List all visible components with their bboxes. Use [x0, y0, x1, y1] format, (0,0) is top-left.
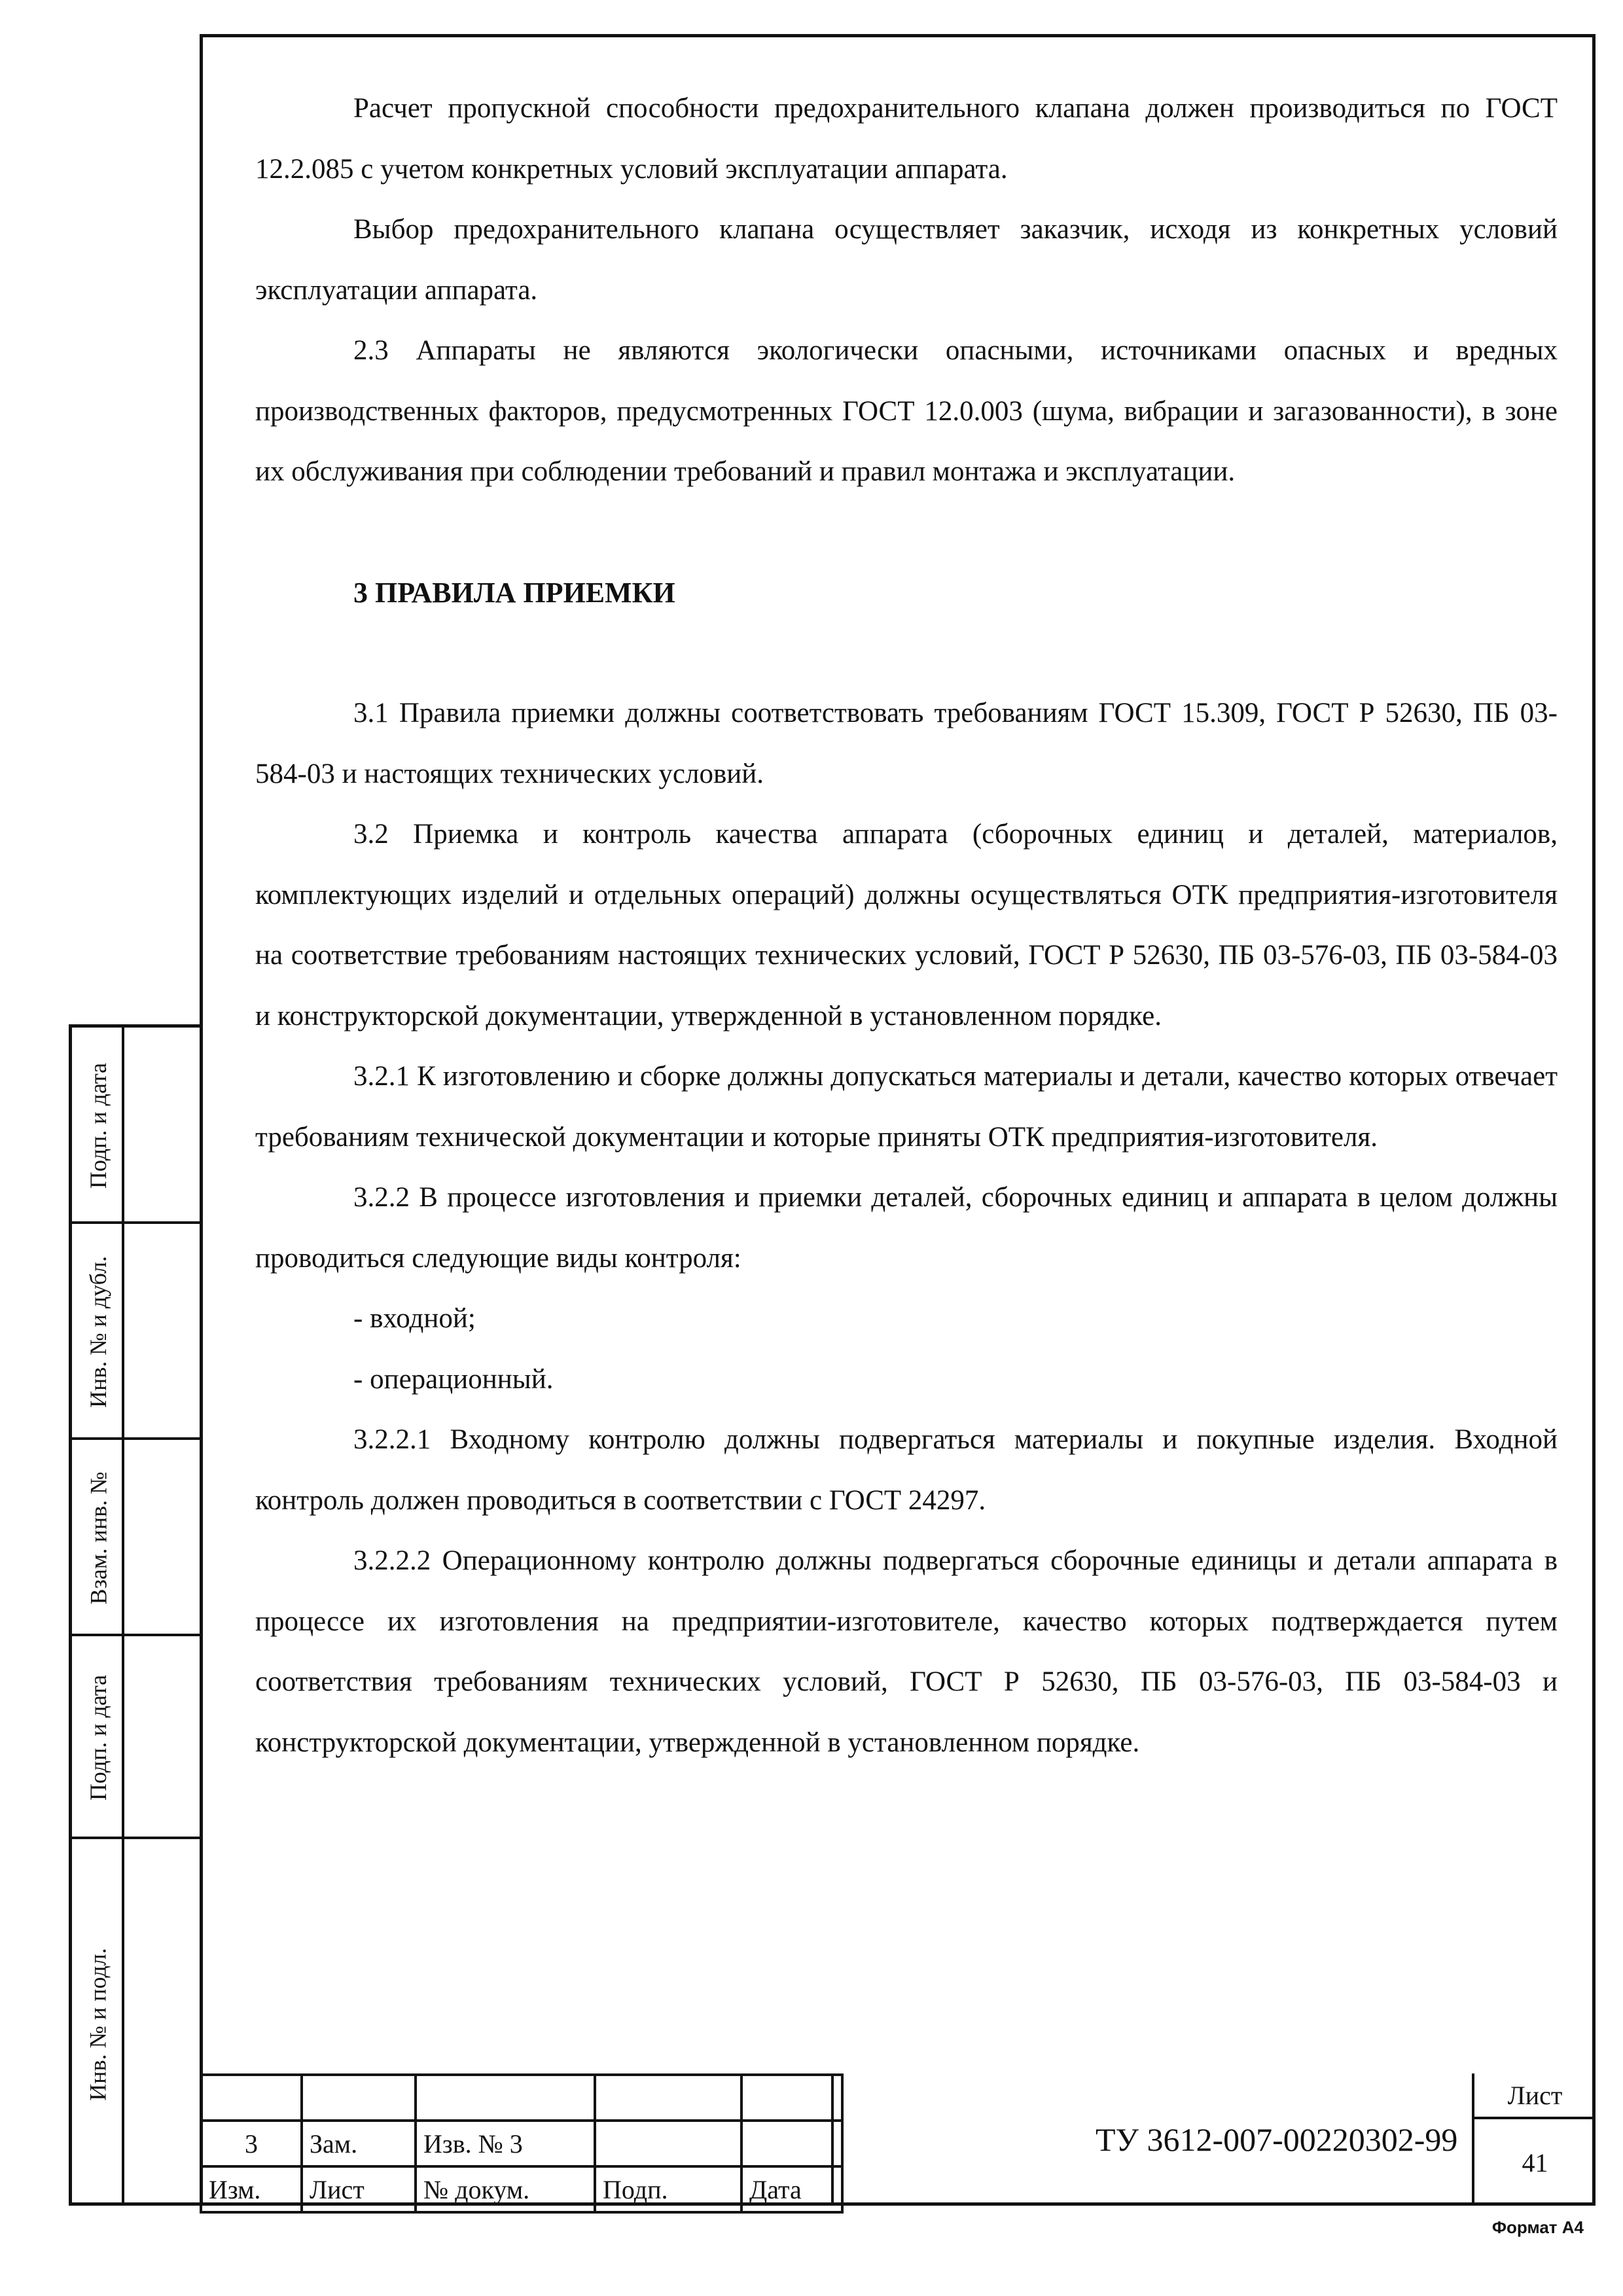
paragraph: Расчет пропускной способности предохранительного клапана должен производиться по ГОСТ 12.2.085 с учетом конкретных условий эксплуатации аппарата.	[255, 93, 1558, 185]
revision-cell	[741, 2121, 842, 2166]
document-body	[255, 79, 1558, 1773]
paragraph: 3.2.1 К изготовлению и сборке должны допускаться материалы и детали, качество которых отвечает требованиям технической документации и которые приняты ОТК предприятия-изготовителя.	[255, 1061, 1558, 1153]
paragraph: 3.2.2.1 Входному контролю должны подвергаться материалы и покупные изделия. Входной контроль должен проводиться в соответствии с ГОСТ 24297.	[255, 1424, 1558, 1516]
paragraph: 2.3 Аппараты не являются экологически опасными, источниками опасных и вредных производственных факторов, предусмотренных ГОСТ 12.0.003 (шума, вибрации и загазованности), в зоне их обслуживания при соблюдении требований и правил монтажа и эксплуатации.	[255, 335, 1558, 487]
revision-header: Изм.	[201, 2166, 302, 2212]
paragraph: 3.2.2 В процессе изготовления и приемки деталей, сборочных единиц и аппарата в целом должны проводиться следующие виды контроля:	[255, 1182, 1558, 1274]
sidebar-label: Подп. и дата	[85, 1674, 112, 1801]
sidebar-label: Взам. инв. №	[85, 1471, 111, 1605]
revision-table	[200, 2073, 844, 2214]
document-code: ТУ 3612-007-00220302-99	[831, 2073, 1486, 2206]
sidebar-label: Инв. № и подл.	[85, 1947, 112, 2101]
revision-header: Подп.	[595, 2166, 741, 2212]
revision-cell	[595, 2121, 741, 2166]
list-item: - операционный.	[353, 1363, 554, 1395]
sheet-label: Лист	[1474, 2073, 1596, 2119]
section-heading: 3 ПРАВИЛА ПРИЕМКИ	[353, 576, 675, 609]
sidebar-label: Инв. № и дубл.	[85, 1255, 112, 1408]
sheet-box	[1472, 2073, 1596, 2206]
revision-header: Дата	[741, 2166, 842, 2212]
revision-header: Лист	[302, 2166, 416, 2212]
sidebar-label: Подп. и дата	[85, 1062, 112, 1189]
paragraph: 3.2.2.2 Операционному контролю должны подвергаться сборочные единицы и детали аппарата в процессе их изготовления на предприятии-изготовителе, качество которых подтверждается путем соответствия требованиям технических условий, ГОСТ Р 52630, ПБ 03-576-03, ПБ 03-584-03 и конструкторской документации, утвержденной в установленном порядке.	[255, 1545, 1558, 1758]
paragraph: Выбор предохранительного клапана осуществляет заказчик, исходя из конкретных условий эксплуатации аппарата.	[255, 214, 1558, 306]
paragraph: 3.1 Правила приемки должны соответствовать требованиям ГОСТ 15.309, ГОСТ Р 52630, ПБ 03-584-03 и настоящих технических условий.	[255, 698, 1558, 789]
revision-cell: Зам.	[302, 2121, 416, 2166]
revision-cell: 3	[201, 2121, 302, 2166]
format-label: Формат А4	[1491, 2217, 1584, 2237]
title-block	[200, 2073, 1596, 2206]
paragraph: 3.2 Приемка и контроль качества аппарата (сборочных единиц и деталей, материалов, комплектующих изделий и отдельных операций) должны осуществляться ОТК предприятия-изготовителя на соответствие требованиям настоящих технических условий, ГОСТ Р 52630, ПБ 03-576-03, ПБ 03-584-03 и конструкторской документации, утвержденной в установленном порядке.	[255, 819, 1558, 1031]
sheet-number: 41	[1522, 2147, 1548, 2178]
revision-header: № докум.	[416, 2166, 595, 2212]
revision-cell: Изв. № 3	[416, 2121, 595, 2166]
sidebar-stamp	[69, 1024, 200, 2206]
list-item: - входной;	[353, 1303, 476, 1334]
